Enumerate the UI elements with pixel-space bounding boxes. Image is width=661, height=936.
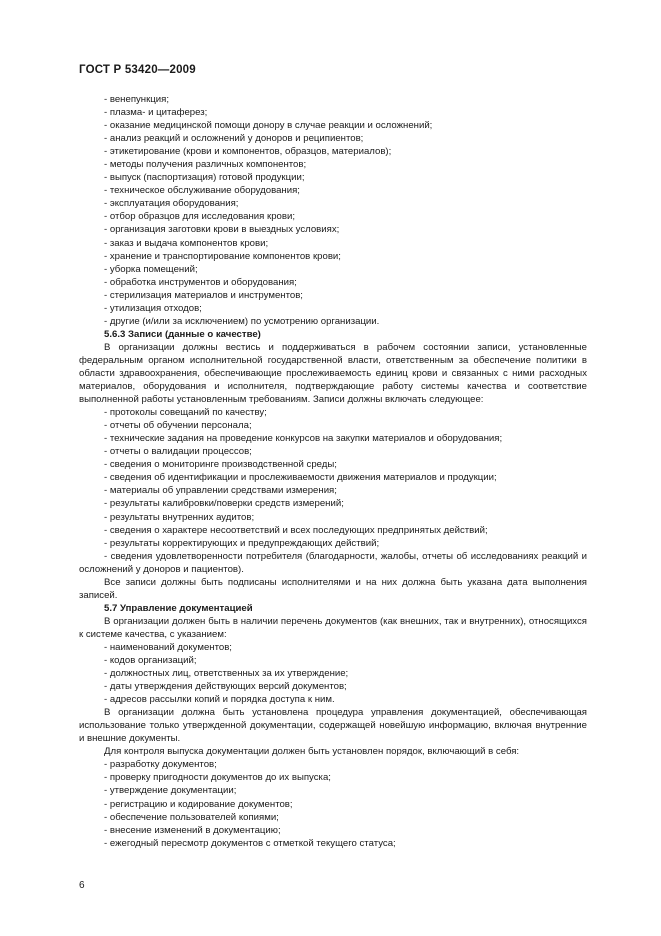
records-list [79, 406, 587, 550]
list-item: - хранение и транспортирование компонентов крови; [104, 250, 341, 262]
paragraph: Все записи должны быть подписаны исполнителями и на них должна быть указана дата выполнения записей. [79, 576, 587, 601]
list-item: - методы получения различных компонентов; [104, 159, 307, 171]
list-item: - оказание медицинской помощи донору в случае реакции и осложнений; [104, 120, 433, 132]
page-body [79, 93, 587, 850]
list-item: - уборка помещений; [104, 263, 198, 275]
list-item: - протоколы совещаний по качеству; [104, 407, 267, 419]
list-item: - техническое обслуживание оборудования; [104, 185, 300, 197]
list-item: - разработку документов; [104, 759, 217, 771]
list-item: - результаты внутренних аудитов; [104, 511, 255, 523]
list-item: - должностных лиц, ответственных за их утверждение; [104, 668, 349, 680]
list-item: - внесение изменений в документацию; [104, 824, 281, 836]
list-item: - даты утверждения действующих версий документов; [104, 681, 347, 693]
paragraph: В организации должен быть в наличии перечень документов (как внешних, так и внутренних), относящихся к системе качества, с указанием: [79, 615, 587, 640]
document-attributes-list [79, 641, 587, 706]
list-item-wrapped: - сведения удовлетворенности потребителя (благодарности, жалобы, отчеты об исследованиях реакций и осложнений у доноров и пациентов). [79, 550, 587, 575]
list-item: - другие (и/или за исключением) по усмотрению организации. [104, 315, 380, 327]
list-item: - отчеты об обучении персонала; [104, 420, 252, 432]
list-item: - обработка инструментов и оборудования; [104, 276, 297, 288]
list-item: - проверку пригодности документов до их выпуска; [104, 772, 331, 784]
paragraph: Для контроля выпуска документации должен быть установлен порядок, включающий в себя: [104, 746, 520, 758]
section-heading-5-6-3: 5.6.3 Записи (данные о качестве) [104, 328, 261, 340]
list-item: - организация заготовки крови в выездных условиях; [104, 224, 340, 236]
list-item: - выпуск (паспортизация) готовой продукции; [104, 172, 305, 184]
list-item: - венепункция; [104, 94, 170, 105]
list-item: - технические задания на проведение конкурсов на закупки материалов и оборудования; [104, 433, 503, 445]
document-header: ГОСТ Р 53420—2009 [79, 64, 196, 76]
list-item: - эксплуатация оборудования; [104, 198, 239, 210]
list-item: - результаты корректирующих и предупреждающих действий; [104, 537, 380, 549]
list-item: - отчеты о валидации процессов; [104, 446, 252, 458]
list-item: - утилизация отходов; [104, 302, 202, 314]
list-item: - ежегодный пересмотр документов с отметкой текущего статуса; [104, 837, 396, 849]
list-item: - кодов организаций; [104, 655, 197, 667]
list-item: - наименований документов; [104, 641, 232, 653]
section-heading-5-7: 5.7 Управление документацией [104, 602, 253, 614]
list-item: - этикетирование (крови и компонентов, образцов, материалов); [104, 146, 392, 158]
list-item: - утверждение документации; [104, 785, 237, 797]
paragraph: В организации должна быть установлена процедура управления документацией, обеспечивающая использование только утвержденной документации, содержащей новейшую информацию, включая внутренние и внешние документы. [79, 707, 587, 745]
list-item: - сведения об идентификации и прослеживаемости движения материалов и продукции; [104, 472, 497, 484]
paragraph: В организации должны вестись и поддерживаться в рабочем состоянии записи, установленные федеральным органом исполнительной государственной власти, ответственным за обеспечение политики в области здравоохранения, обеспечивающие прослеживаемость единиц крови и связанных с ними расходных материалов, оборудования и исполнителя, подтверждающие работу системы качества и соответствие выполненной работы установленным требованиям. Записи должны включать следующее: [79, 341, 587, 406]
list-item: - регистрацию и кодирование документов; [104, 798, 293, 810]
list-item: - результаты калибровки/поверки средств измерений; [104, 498, 344, 510]
list-item: - плазма- и цитаферез; [104, 107, 208, 119]
list-item: - отбор образцов для исследования крови; [104, 211, 295, 223]
list-item: - заказ и выдача компонентов крови; [104, 237, 269, 249]
release-control-list [79, 758, 587, 849]
list-item: - сведения о характере несоответствий и всех последующих предпринятых действий; [104, 524, 488, 536]
list-item: - стерилизация материалов и инструментов; [104, 289, 303, 301]
list-item: - обеспечение пользователей копиями; [104, 811, 279, 823]
page-number: 6 [79, 880, 85, 891]
list-item: - анализ реакций и осложнений у доноров и реципиентов; [104, 133, 364, 145]
list-item: - сведения о мониторинге производственной среды; [104, 459, 337, 471]
list-item: - адресов рассылки копий и порядка доступа к ним. [104, 694, 335, 706]
list-item: - материалы об управлении средствами измерения; [104, 485, 337, 497]
procedure-list [79, 93, 587, 328]
